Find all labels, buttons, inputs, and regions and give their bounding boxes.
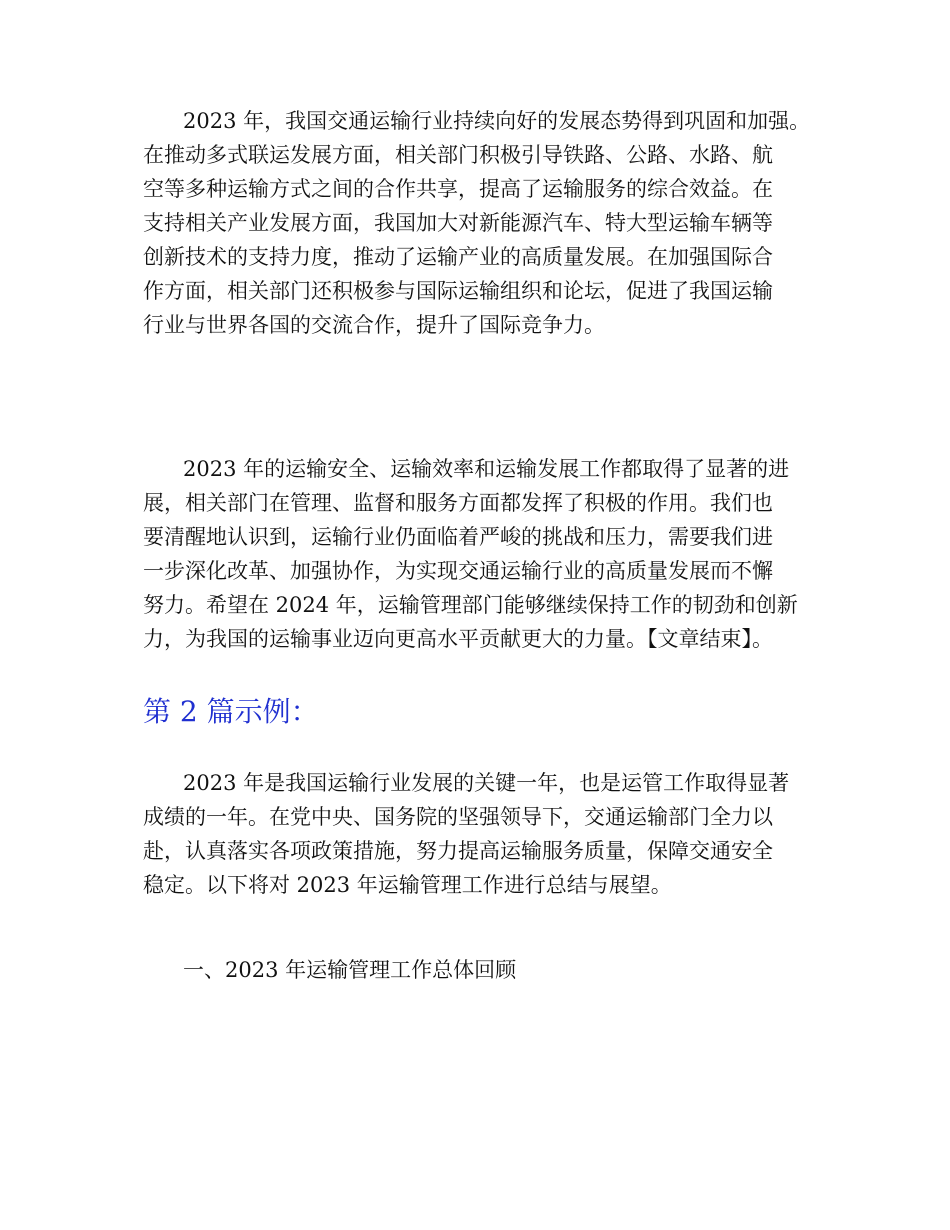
text-line: 支持相关产业发展方面，我国加大对新能源汽车、特大型运输车辆等 (143, 211, 773, 235)
paragraph-subsection-title (143, 953, 843, 987)
text-line: 2023 年是我国运输行业发展的关键一年，也是运管工作取得显著 (183, 771, 790, 795)
text-line: 作方面，相关部门还积极参与国际运输组织和论坛，促进了我国运输 (143, 279, 773, 303)
text-line: 努力。希望在 2024 年，运输管理部门能够继续保持工作的韧劲和创新 (143, 593, 798, 617)
paragraph-transport-2023-review (143, 104, 843, 342)
text-line: 2023 年，我国交通运输行业持续向好的发展态势得到巩固和加强。 (183, 109, 811, 133)
text-line: 展，相关部门在管理、监督和服务方面都发挥了积极的作用。我们也 (143, 491, 773, 515)
text-line: 创新技术的支持力度，推动了运输产业的高质量发展。在加强国际合 (143, 245, 773, 269)
paragraph-example2-intro (143, 766, 843, 902)
text-line: 赴，认真落实各项政策措施，努力提高运输服务质量，保障交通安全 (143, 839, 773, 863)
text-line: 成绩的一年。在党中央、国务院的坚强领导下，交通运输部门全力以 (143, 805, 773, 829)
text-line: 要清醒地认识到，运输行业仍面临着严峻的挑战和压力，需要我们进 (143, 525, 773, 549)
text-line: 2023 年的运输安全、运输效率和运输发展工作都取得了显著的进 (183, 457, 790, 481)
text-line: 空等多种运输方式之间的合作共享，提高了运输服务的综合效益。在 (143, 177, 773, 201)
text-line: 一步深化改革、加强协作，为实现交通运输行业的高质量发展而不懈 (143, 559, 773, 583)
subsection-heading: 一、2023 年运输管理工作总体回顾 (183, 958, 517, 982)
paragraph-achievements-outlook (143, 452, 843, 656)
text-line: 稳定。以下将对 2023 年运输管理工作进行总结与展望。 (143, 873, 672, 897)
text-line: 在推动多式联运发展方面，相关部门积极引导铁路、公路、水路、航 (143, 143, 773, 167)
text-line: 行业与世界各国的交流合作，提升了国际竞争力。 (143, 313, 605, 337)
text-line: 力，为我国的运输事业迈向更高水平贡献更大的力量。【文章结束】。 (143, 627, 773, 651)
section-heading: 第 2 篇示例： (143, 695, 319, 728)
